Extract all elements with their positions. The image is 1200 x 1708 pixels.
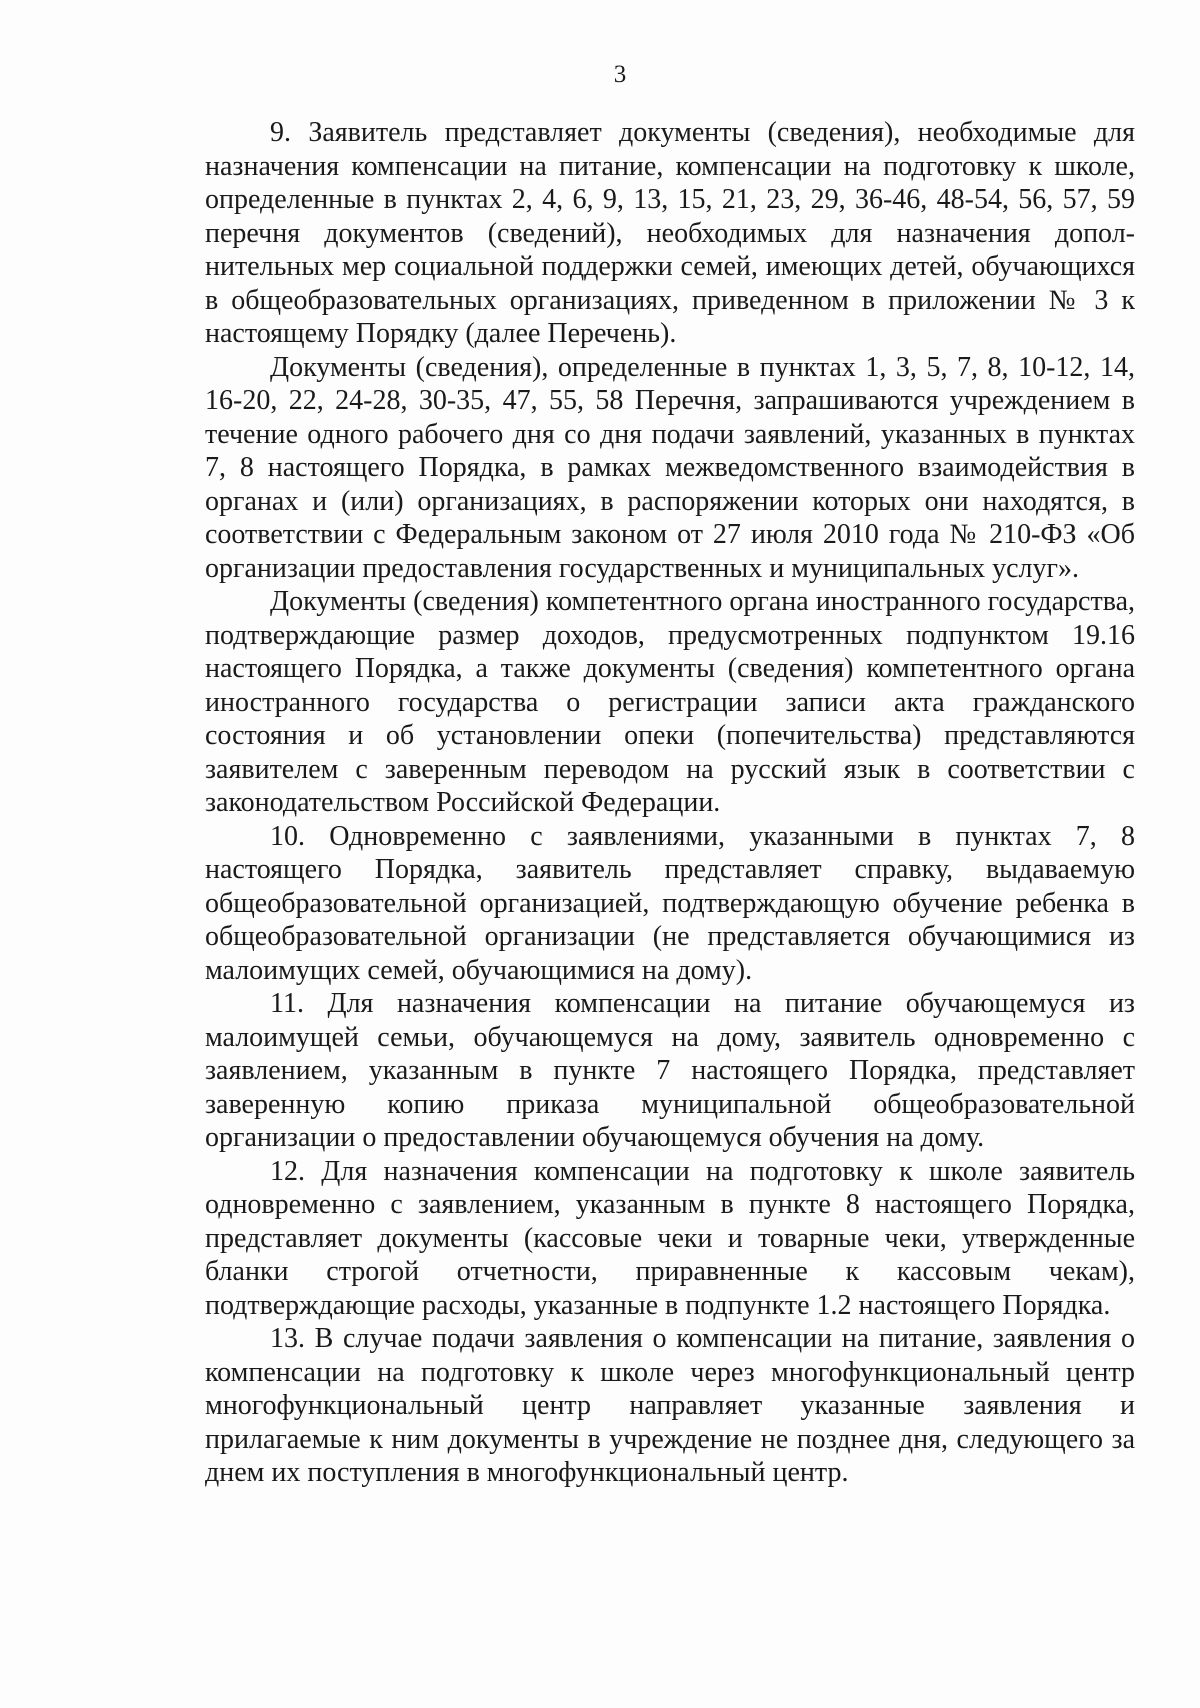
document-body [205,116,1135,1490]
paragraph-12: 12. Для назначения компенсации на подготовку к школе заявитель одновременно с заявлением, указанным в пункте 8 настоящего Порядка, представляет документы (кассовые чеки и товарные чеки, утвержденные бланки строгой отчетности, приравненные к кассовым чекам), подтверждающие расходы, указанные в подпункте 1.2 настоящего Порядка. [205,1155,1135,1321]
paragraph-13: 13. В случае подачи заявления о компенсации на питание, заявления о компенсации на подготовку к школе через многофункциональный центр многофункциональный центр направляет указанные заявления и прилагаемые к ним документы в учреждение не позднее дня, следующего за днем их поступления в многофункциональный центр. [205,1323,1135,1488]
paragraph-10: 10. Одновременно с заявлениями, указанными в пунктах 7, 8 настоящего Порядка, заявитель представляет справку, выдаваемую общеобразовательной организацией, подтверждающую обучение ребенка в общеобразовательной организации (не представляется обучающимися из малоимущих семей, обучающимися на дому). [205,820,1135,986]
paragraph-documents-requested: Документы (сведения), определенные в пунктах 1, 3, 5, 7, 8, 10-12, 14, 16-20, 22, 24-28, 30-35, 47, 55, 58 Перечня, запрашиваются учреждением в течение одного рабочего дня со дня подачи заявлений, указанных в пунктах 7, 8 настоящего Порядка, в рамках межведомственного взаимодействия в органах и (или) организациях, в распоряжении которых они находятся, в соответствии с Федеральным законом от 27 июля 2010 года № 210-ФЗ «Об организации предоставления государственных и муниципальных услуг». [205,351,1135,584]
paragraph-11: 11. Для назначения компенсации на питание обучающемуся из малоимущей семьи, обучающемуся на дому, заявитель одновременно с заявлением, указанным в пункте 7 настоящего Порядка, представляет заверенную копию приказа муниципальной общеобразовательной организации о предоставлении обучающемуся обучения на дому. [205,988,1135,1153]
paragraph-9: 9. Заявитель представляет документы (сведения), необходимые для назначения компенсации на питание, компенсации на подготовку к школе, определенные в пунктах 2, 4, 6, 9, 13, 15, 21, 23, 29, 36-46, 48-54, 56, 57, 59 перечня документов (сведений), необходимых для назначения дополнительных мер социальной поддержки семей, имеющих детей, обучающихся в общеобразовательных организациях, приведенном в приложении № 3 к настоящему Порядку (далее Перечень). [205,117,1135,349]
paragraph-foreign-documents: Документы (сведения) компетентного органа иностранного государства, подтверждающие размер доходов, предусмотренных подпунктом 19.16 настоящего Порядка, а также документы (сведения) компетентного органа иностранного государства о регистрации записи акта гражданского состояния и об установлении опеки (попечительства) представляются заявителем с заверенным переводом на русский язык в соответствии с законодательством Российской Федерации. [205,586,1135,818]
page-number: 3 [613,61,627,88]
